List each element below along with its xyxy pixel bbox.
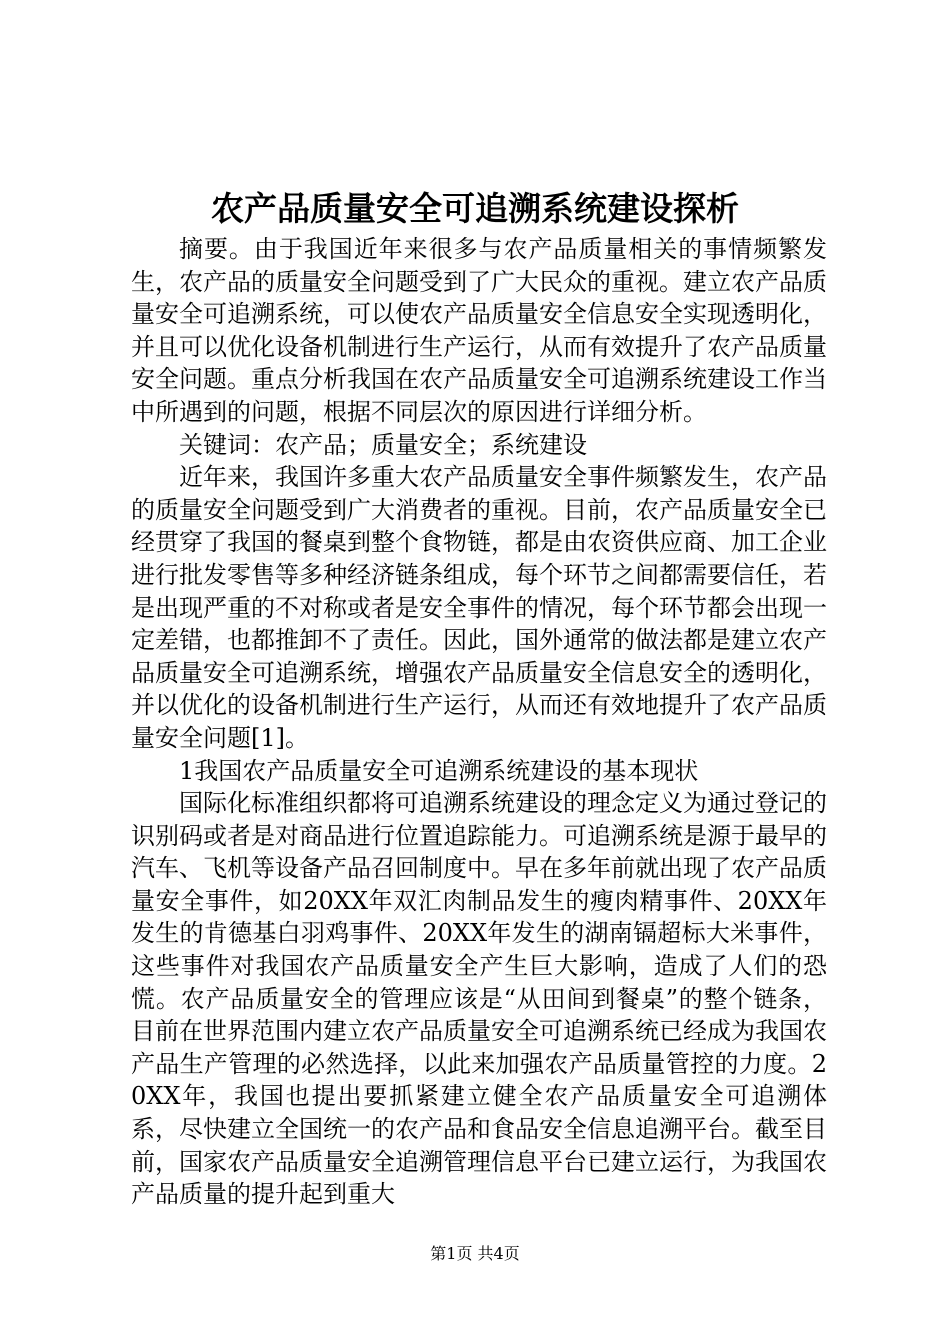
- document-title: 农产品质量安全可追溯系统建设探析: [211, 189, 739, 228]
- section-1-paragraph: 国际化标准组织都将可追溯系统建设的理念定义为通过登记的识别码或者是对商品进行位置追踪能力。可追溯系统是源于最早的汽车、飞机等设备产品召回制度中。早在多年前就出现了农产品质量安全事件，如20XX年双汇肉制品发生的瘦肉精事件、20XX年发生的肯德基白羽鸡事件、20XX年发生的湖南镉超标大米事件，这些事件对我国农产品质量安全产生巨大影响，造成了人们的恐慌。农产品质量安全的管理应该是“从田间到餐桌”的整个链条，目前在世界范围内建立农产品质量安全可追溯系统已经成为我国农产品生产管理的必然选择，以此来加强农产品质量管控的力度。20XX年，我国也提出要抓紧建立健全农产品质量安全可追溯体系，尽快建立全国统一的农产品和食品安全信息追溯平台。截至目前，国家农产品质量安全追溯管理信息平台已建立运行，为我国农产品质量的提升起到重大: [131, 789, 827, 1209]
- intro-paragraph: 近年来，我国许多重大农产品质量安全事件频繁发生，农产品的质量安全问题受到广大消费者的重视。目前，农产品质量安全已经贯穿了我国的餐桌到整个食物链，都是由农资供应商、加工企业进行批发零售等多种经济链条组成，每个环节之间都需要信任，若是出现严重的不对称或者是安全事件的情况，每个环节都会出现一定差错，也都推卸不了责任。因此，国外通常的做法都是建立农产品质量安全可追溯系统，增强农产品质量安全信息安全的透明化，并以优化的设备机制进行生产运行，从而还有效地提升了农产品质量安全问题[1]。: [131, 463, 827, 752]
- document-body: [131, 233, 827, 1211]
- keywords-paragraph: 关键词：农产品；质量安全；系统建设: [179, 430, 587, 459]
- section-heading-1: 1我国农产品质量安全可追溯系统建设的基本现状: [179, 756, 699, 785]
- page-number-footer: 第1页 共4页: [430, 1244, 520, 1263]
- abstract-paragraph: 摘要。由于我国近年来很多与农产品质量相关的事情频繁发生，农产品的质量安全问题受到了广大民众的重视。建立农产品质量安全可追溯系统，可以使农产品质量安全信息安全实现透明化，并且可以优化设备机制进行生产运行，从而有效提升了农产品质量安全问题。重点分析我国在农产品质量安全可追溯系统建设工作当中所遇到的问题，根据不同层次的原因进行详细分析。: [131, 235, 827, 426]
